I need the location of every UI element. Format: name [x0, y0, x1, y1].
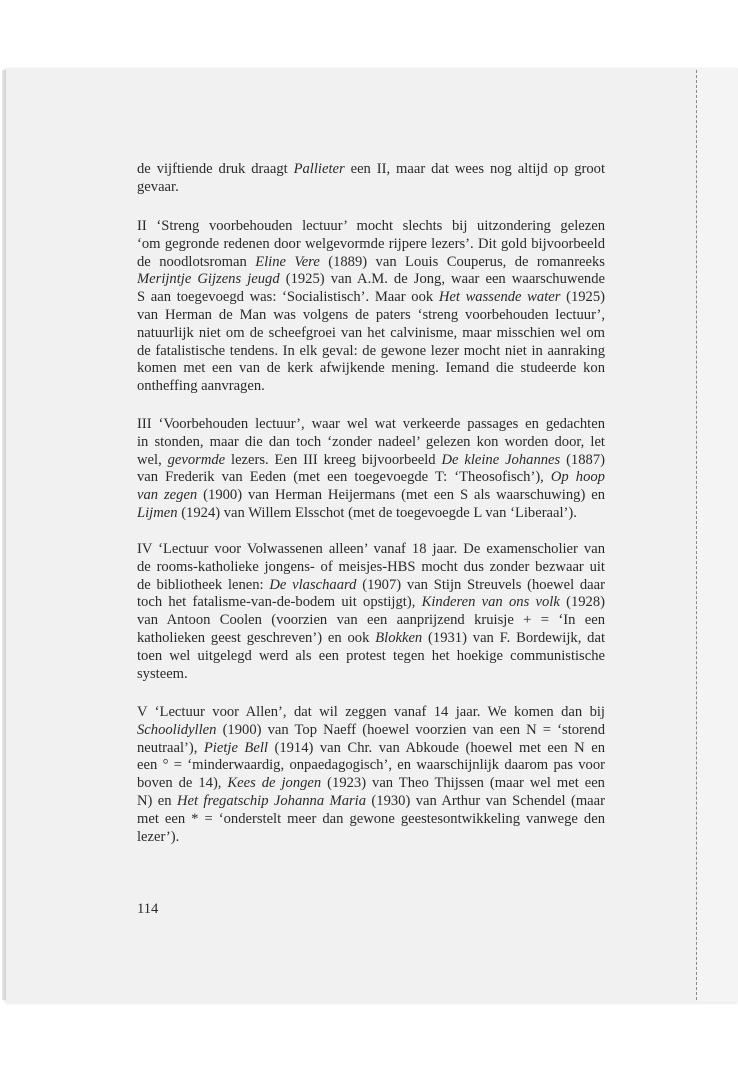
text-segment: komen met een van de kerk afwijkende mening. Iemand die studeerde kon: [137, 360, 605, 377]
text-segment: van Antoon Coolen (voorzien van een aanprijzend kruisje + = ‘In een: [137, 612, 605, 629]
text-segment: ontheffing aanvragen.: [137, 378, 265, 395]
text-line: [137, 218, 605, 236]
italic-title: van zegen: [137, 487, 198, 504]
paragraph-category-v: [137, 704, 605, 846]
text-segment: V ‘Lectuur voor Allen’, dat wil zeggen vanaf 14 jaar. We komen dan bij: [137, 704, 605, 720]
italic-title: Schoolidyllen: [137, 721, 217, 738]
text-line: [137, 307, 605, 325]
italic-title: Kinderen van ons volk: [421, 594, 560, 611]
text-segment: boven de 14),: [137, 775, 228, 792]
text-segment: (1931) van F. Bordewijk, dat: [422, 629, 605, 646]
text-segment: (1930) van Arthur van Schendel (maar: [366, 792, 605, 809]
text-segment: (1925) van A.M. de Jong, waar een waarschuwende: [279, 271, 605, 288]
text-segment: (1900) van Top Naeff (hoewel voorzien van een N = ‘storend: [216, 721, 605, 738]
text-line: [137, 434, 605, 452]
text-segment: (1924) van Willem Elsschot (met de toegevoegde L van ‘Liberaal’).: [177, 504, 577, 521]
text-line: [137, 487, 605, 505]
text-segment: natuurlijk niet om de scheefgroei van het calvinisme, maar misschien wel om: [137, 324, 605, 341]
text-segment: ‘om gegronde redenen door welgevormde rijpere lezers’. Dit gold bijvoorbeeld: [137, 235, 605, 252]
italic-title: gevormde: [167, 451, 226, 468]
text-segment: een II, maar dat wees nog altijd op groot: [344, 161, 605, 177]
text-segment: IV ‘Lectuur voor Volwassenen alleen’ vanaf 18 jaar. De examenscholier van: [137, 541, 605, 557]
paragraph-category-iii: [137, 416, 605, 523]
text-segment: (1925): [560, 289, 605, 306]
text-segment: III ‘Voorbehouden lectuur’, waar wel wat verkeerde passages en gedachten: [137, 416, 605, 432]
facing-page-edge: [697, 68, 738, 1002]
text-segment: gevaar.: [137, 178, 179, 195]
italic-title: Kees de jongen: [227, 775, 322, 792]
text-segment: toen wel uitgelegd werd als een protest tegen het hoekige communistische: [137, 647, 605, 664]
text-segment: systeem.: [137, 665, 188, 682]
text-segment: N) en: [137, 792, 177, 809]
text-line: [137, 161, 605, 179]
text-segment: de fatalistische tendens. In elk geval: de gewone lezer mocht niet in aanraking: [137, 342, 605, 359]
italic-title: Pietje Bell: [203, 739, 268, 756]
text-segment: de rooms-katholieke jongens- of meisjes-HBS mocht dus zonder bezwaar uit: [137, 558, 605, 575]
text-segment: de vijftiende druk draagt: [137, 161, 294, 177]
text-segment: (1907) van Stijn Streuvels (hoewel daar: [356, 576, 605, 593]
text-segment: een ° = ‘minderwaardig, onpaedagogisch’, en waarschijnlijk daarom pas voor: [137, 757, 605, 774]
text-line: [137, 704, 605, 722]
text-segment: (1900) van Herman Heijermans (met een S als waarschuwing) en: [197, 487, 605, 504]
text-line: [137, 630, 605, 648]
text-segment: (1914) van Chr. van Abkoude (hoewel met een N en: [267, 739, 605, 756]
text-line: [137, 594, 605, 612]
text-segment: de bibliotheek lenen:: [137, 576, 270, 593]
text-segment: (1887): [560, 451, 605, 468]
text-line: [137, 469, 605, 487]
text-segment: S aan toegevoegd was: ‘Socialistisch’. Maar ook: [137, 289, 439, 306]
text-segment: (1889) van Louis Couperus, de romanreeks: [319, 253, 605, 270]
text-line: [137, 452, 605, 470]
paragraph-category-iv: [137, 541, 605, 683]
text-line: [137, 360, 605, 378]
text-line: [137, 666, 605, 684]
text-line: [137, 740, 605, 758]
paragraph-intro: [137, 161, 605, 197]
text-line: [137, 343, 605, 361]
book-gutter-line: [696, 70, 697, 1000]
italic-title: Eline Vere: [255, 253, 320, 270]
text-segment: lezer’).: [137, 828, 180, 845]
text-line: [137, 612, 605, 630]
text-line: [137, 793, 605, 811]
text-line: [137, 289, 605, 307]
text-segment: wel,: [137, 451, 168, 468]
text-line: [137, 829, 605, 847]
italic-title: Blokken: [375, 629, 423, 646]
page-number: 114: [137, 901, 159, 917]
text-line: [137, 378, 605, 396]
text-segment: van Herman de Man was volgens de paters ‘streng voorbehouden lectuur’,: [137, 306, 605, 323]
italic-title: Merijntje Gijzens jeugd: [137, 271, 280, 288]
text-line: [137, 179, 605, 197]
text-segment: van Frederik van Eeden (met een toegevoegde T: ‘Theosofisch’),: [137, 469, 551, 486]
text-line: [137, 505, 605, 523]
text-line: [137, 577, 605, 595]
text-segment: (1923) van Theo Thijssen (maar wel met een: [321, 775, 605, 792]
italic-title: De kleine Johannes: [441, 451, 561, 468]
text-segment: in stonden, maar die dan toch ‘zonder nadeel’ gelezen kon worden door, let: [137, 433, 605, 450]
paragraph-category-ii: [137, 218, 605, 396]
text-line: [137, 811, 605, 829]
italic-title: Het wassende water: [438, 289, 561, 306]
text-segment: II ‘Streng voorbehouden lectuur’ mocht slechts bij uitzondering gelezen: [137, 218, 605, 234]
text-segment: met een * = ‘onderstelt meer dan gewone geestesontwikkeling vanwege den: [137, 810, 605, 827]
text-segment: (1928): [559, 594, 605, 611]
text-line: [137, 775, 605, 793]
text-line: [137, 722, 605, 740]
text-segment: de noodlotsroman: [137, 253, 256, 270]
text-line: [137, 559, 605, 577]
text-line: [137, 648, 605, 666]
italic-title: Lijmen: [137, 504, 178, 521]
text-line: [137, 757, 605, 775]
text-segment: katholieken geest geschreven’) en ook: [137, 629, 376, 646]
italic-title: Het fregatschip Johanna Maria: [176, 792, 367, 809]
text-line: [137, 416, 605, 434]
book-page: [6, 68, 738, 1002]
text-line: [137, 541, 605, 559]
text-line: [137, 271, 605, 289]
italic-title: Op hoop: [550, 469, 605, 486]
text-line: [137, 236, 605, 254]
text-line: [137, 325, 605, 343]
italic-title: De vlaschaard: [269, 576, 357, 593]
text-segment: lezers. Een III kreeg bijvoorbeeld: [225, 451, 442, 468]
text-line: [137, 254, 605, 272]
text-segment: neutraal’),: [137, 739, 204, 756]
italic-title: Pallieter: [293, 161, 345, 177]
text-segment: toch het fatalisme-van-de-bodem uit opstijgt),: [137, 594, 422, 611]
